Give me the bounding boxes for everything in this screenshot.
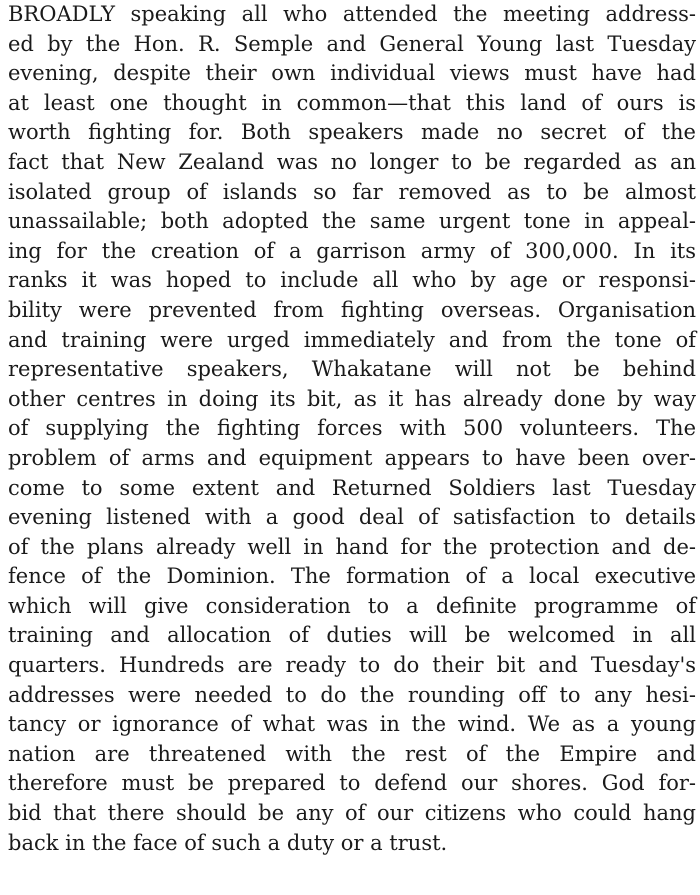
- text-line-1: BROADLY speaking all who attended the meeting address-: [8, 2, 696, 26]
- text-line-4: at least one thought in common—that this land of ours is: [8, 90, 696, 115]
- text-line-18: evening listened with a good deal of satisfaction to details: [8, 505, 696, 530]
- text-line-22: training and allocation of duties will be welcomed in all: [8, 623, 696, 648]
- text-line-15: of supplying the fighting forces with 500 volunteers. The: [8, 416, 696, 441]
- text-line-9: ing for the creation of a garrison army of 300,000. In its: [8, 238, 696, 263]
- text-line-10: ranks it was hoped to include all who by age or responsi-: [8, 268, 696, 293]
- text-line-23: quarters. Hundreds are ready to do their bit and Tuesday's: [8, 653, 696, 678]
- text-line-24: addresses were needed to do the rounding off to any hesi-: [8, 682, 696, 707]
- text-line-26: nation are threatened with the rest of the Empire and: [8, 741, 696, 766]
- text-line-16: problem of arms and equipment appears to have been over-: [8, 445, 696, 470]
- text-line-28: bid that there should be any of our citizens who could hang: [8, 801, 696, 826]
- text-line-27: therefore must be prepared to defend our shores. God for-: [8, 771, 696, 796]
- text-line-8: unassailable; both adopted the same urgent tone in appeal-: [8, 209, 696, 234]
- text-line-7: isolated group of islands so far removed as to be almost: [8, 179, 696, 204]
- text-line-5: worth fighting for. Both speakers made no secret of the: [8, 120, 696, 145]
- text-line-12: and training were urged immediately and from the tone of: [8, 327, 696, 352]
- text-line-3: evening, despite their own individual views must have had: [8, 61, 696, 86]
- text-line-13: representative speakers, Whakatane will not be behind: [8, 357, 696, 382]
- text-line-6: fact that New Zealand was no longer to be regarded as an: [8, 149, 696, 174]
- text-line-20: fence of the Dominion. The formation of a local executive: [8, 564, 696, 589]
- text-line-25: tancy or ignorance of what was in the wind. We as a young: [8, 712, 696, 737]
- text-line-19: of the plans already well in hand for the protection and de-: [8, 534, 696, 559]
- text-line-2: ed by the Hon. R. Semple and General Young last Tuesday: [8, 31, 696, 56]
- text-line-29: back in the face of such a duty or a trust.: [8, 830, 448, 855]
- text-line-17: come to some extent and Returned Soldiers last Tuesday: [8, 475, 696, 500]
- text-line-11: bility were prevented from fighting overseas. Organisation: [8, 297, 696, 322]
- text-line-21: which will give consideration to a definite programme of: [8, 593, 696, 618]
- text-line-14: other centres in doing its bit, as it has already done by way: [8, 386, 696, 411]
